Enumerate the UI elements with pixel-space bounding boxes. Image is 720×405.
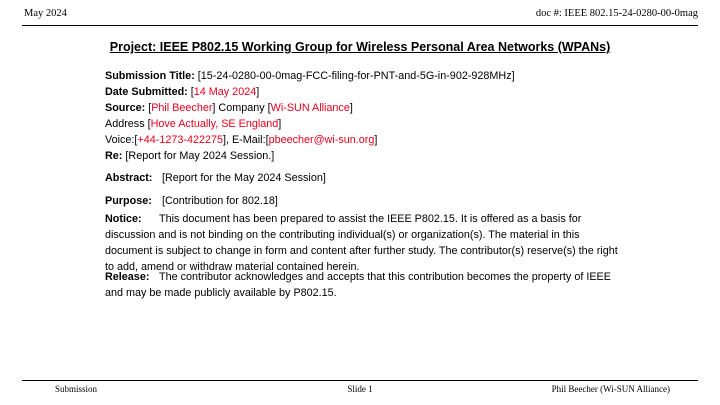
voice-value: +44-1273-422275 (137, 134, 223, 146)
source-line (105, 100, 625, 116)
header-date: May 2024 (24, 8, 67, 19)
notice-text: This document has been prepared to assist the IEEE P802.15. It is offered as a basis for discussion and is not binding on the contributing individual(s) or organization(s). The material in this document is subject to change in form and content after further study. The contributor(s) reserve(s) the right to add, amend or withdraw material contained herein. (105, 213, 618, 273)
email-label: ], E-Mail:[ (222, 134, 269, 146)
page-title: Project: IEEE P802.15 Working Group for Wireless Personal Area Networks (WPANs) (109, 40, 611, 54)
date-close: ] (256, 86, 260, 98)
abstract-line (105, 170, 625, 186)
source-close: ] (349, 102, 353, 114)
source-label: Source: (105, 102, 146, 114)
source-open: [ (148, 102, 152, 114)
release-paragraph (105, 269, 625, 301)
date-open: [ (190, 86, 194, 98)
abstract-label: Abstract: (105, 172, 153, 184)
release-text: The contributor acknowledges and accepts that this contribution becomes the property of IEEE and may be made publicly available by P802.15. (105, 271, 611, 299)
address-line (105, 116, 625, 132)
email-value: pbeecher@wi-sun.org (268, 134, 375, 146)
footer-submission: Submission (55, 384, 98, 394)
contact-line (105, 132, 625, 148)
address-label: Address [ (105, 118, 151, 130)
submission-title-line (105, 68, 625, 84)
footer-slide-number: Slide 1 (347, 384, 373, 394)
date-submitted-label: Date Submitted: (105, 86, 188, 98)
date-submitted-line (105, 84, 625, 100)
source-name: Phil Beecher (151, 102, 213, 114)
abstract-value: [Report for the May 2024 Session] (162, 172, 326, 184)
header-doc-number: doc #: IEEE 802.15-24-0280-00-0mag (535, 8, 698, 19)
source-mid: ] Company [ (212, 102, 271, 114)
re-label: Re: (105, 150, 123, 162)
email-close: ] (374, 134, 378, 146)
purpose-label: Purpose: (105, 195, 152, 207)
purpose-value: [Contribution for 802.18] (162, 195, 278, 207)
submission-title-value: [15-24-0280-00-0mag-FCC-filing-for-PNT-and-5G-in-902-928MHz] (197, 70, 515, 82)
voice-label: Voice:[ (105, 134, 138, 146)
date-submitted-value: 14 May 2024 (193, 86, 257, 98)
header-divider (22, 25, 698, 26)
address-value: Hove Actually, SE England (150, 118, 279, 130)
source-company: Wi-SUN Alliance (270, 102, 350, 114)
notice-label: Notice: (105, 213, 142, 225)
re-value: [Report for May 2024 Session.] (125, 150, 275, 162)
purpose-line (105, 193, 625, 209)
re-line (105, 148, 625, 164)
footer-author: Phil Beecher (Wi-SUN Alliance) (551, 384, 670, 394)
address-close: ] (278, 118, 282, 130)
submission-block (105, 68, 625, 148)
release-label: Release: (105, 271, 150, 283)
footer-divider (22, 380, 698, 381)
notice-paragraph (105, 211, 625, 275)
submission-title-label: Submission Title: (105, 70, 195, 82)
